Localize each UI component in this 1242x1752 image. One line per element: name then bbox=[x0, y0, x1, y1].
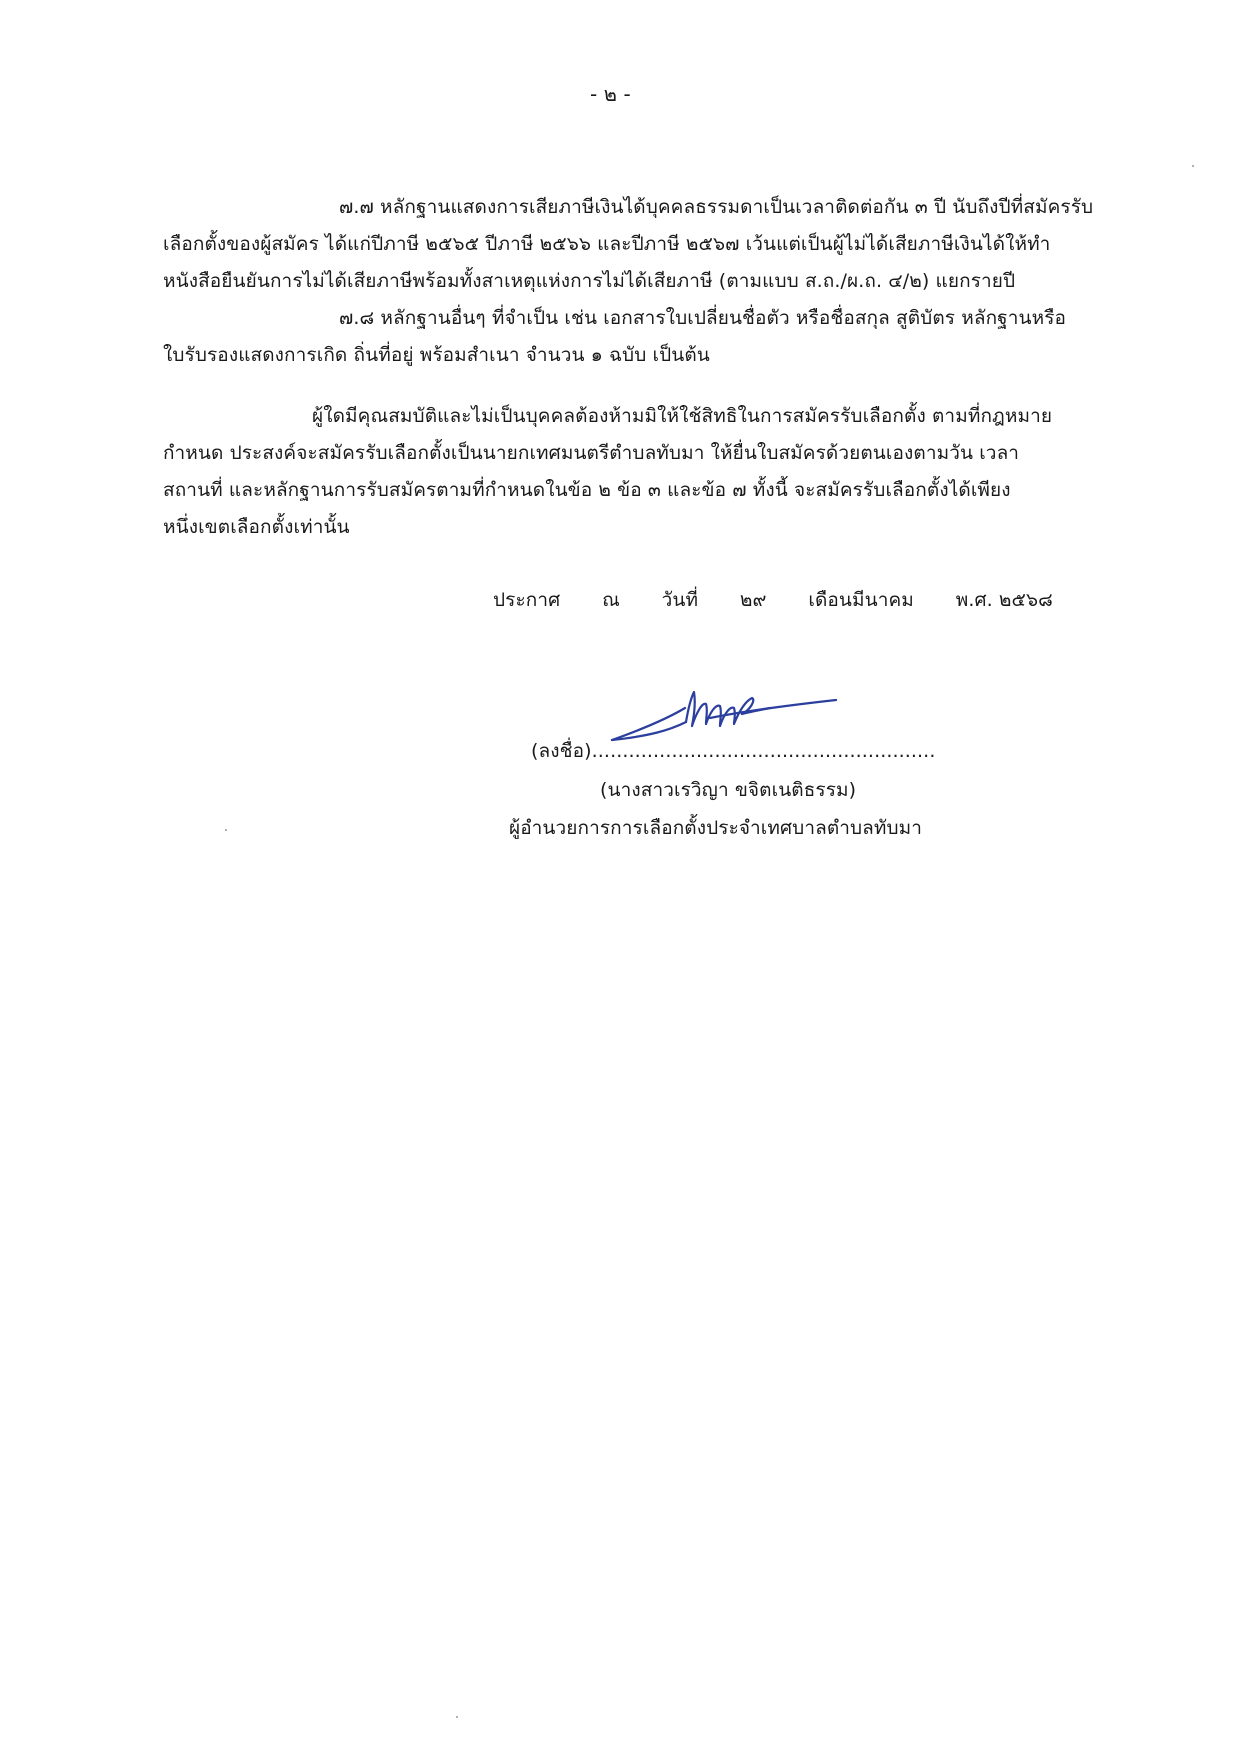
announcement-day-label: วันที่ bbox=[661, 589, 699, 611]
scan-speck bbox=[1192, 165, 1194, 167]
main-paragraph-line-1: ผู้ใดมีคุณสมบัติและไม่เป็นบุคคลต้องห้ามมิให้ใช้สิทธิในการสมัครรับเลือกตั้ง ตามที่กฎหมาย bbox=[312, 405, 1053, 427]
announcement-at: ณ bbox=[602, 589, 620, 611]
scan-speck bbox=[456, 1716, 458, 1718]
announcement-year: พ.ศ. ๒๕๖๘ bbox=[955, 589, 1053, 611]
clause-7-8-line-1: ๗.๘ หลักฐานอื่นๆ ที่จำเป็น เช่น เอกสารใบเปลี่ยนชื่อตัว หรือชื่อสกุล สูติบัตร หลักฐานหรือ bbox=[339, 307, 1067, 329]
signature-line: (ลงชื่อ)........................................................ bbox=[531, 740, 936, 762]
signatory-title: ผู้อำนวยการการเลือกตั้งประจำเทศบาลตำบลทับมา bbox=[509, 817, 923, 839]
announcement-label: ประกาศ bbox=[493, 589, 561, 611]
announcement-month: เดือนมีนาคม bbox=[808, 589, 914, 611]
scan-speck bbox=[225, 829, 227, 831]
main-paragraph-line-3: สถานที่ และหลักฐานการรับสมัครตามที่กำหนดในข้อ ๒ ข้อ ๓ และข้อ ๗ ทั้งนี้ จะสมัครรับเลือกตั้งได้เพียง bbox=[163, 479, 1011, 501]
main-paragraph-line-4: หนึ่งเขตเลือกตั้งเท่านั้น bbox=[163, 516, 350, 538]
clause-7-8-line-2: ใบรับรองแสดงการเกิด ถิ่นที่อยู่ พร้อมสำเนา จำนวน ๑ ฉบับ เป็นต้น bbox=[163, 344, 710, 366]
clause-7-7-line-3: หนังสือยืนยันการไม่ได้เสียภาษีพร้อมทั้งสาเหตุแห่งการไม่ได้เสียภาษี (ตามแบบ ส.ถ./ผ.ถ. ๔/๒) แยกรายปี bbox=[163, 270, 1016, 292]
announcement-day: ๒๙ bbox=[739, 589, 767, 611]
page-number: - ๒ - bbox=[590, 82, 631, 106]
announcement-date bbox=[493, 586, 1053, 614]
main-paragraph-line-2: กำหนด ประสงค์จะสมัครรับเลือกตั้งเป็นนายกเทศมนตรีตำบลทับมา ให้ยื่นใบสมัครด้วยตนเองตามวัน เวลา bbox=[163, 442, 1020, 464]
clause-7-7-line-1: ๗.๗ หลักฐานแสดงการเสียภาษีเงินได้บุคคลธรรมดาเป็นเวลาติดต่อกัน ๓ ปี นับถึงปีที่สมัครรับ bbox=[339, 196, 1094, 218]
signatory-name: (นางสาวเรวิญา ขจิตเนติธรรม) bbox=[600, 779, 857, 801]
clause-7-7-line-2: เลือกตั้งของผู้สมัคร ได้แก่ปีภาษี ๒๕๖๕ ปีภาษี ๒๕๖๖ และปีภาษี ๒๕๖๗ เว้นแต่เป็นผู้ไม่ได้เสียภาษีเงินได้ให้ทำ bbox=[163, 233, 1051, 255]
